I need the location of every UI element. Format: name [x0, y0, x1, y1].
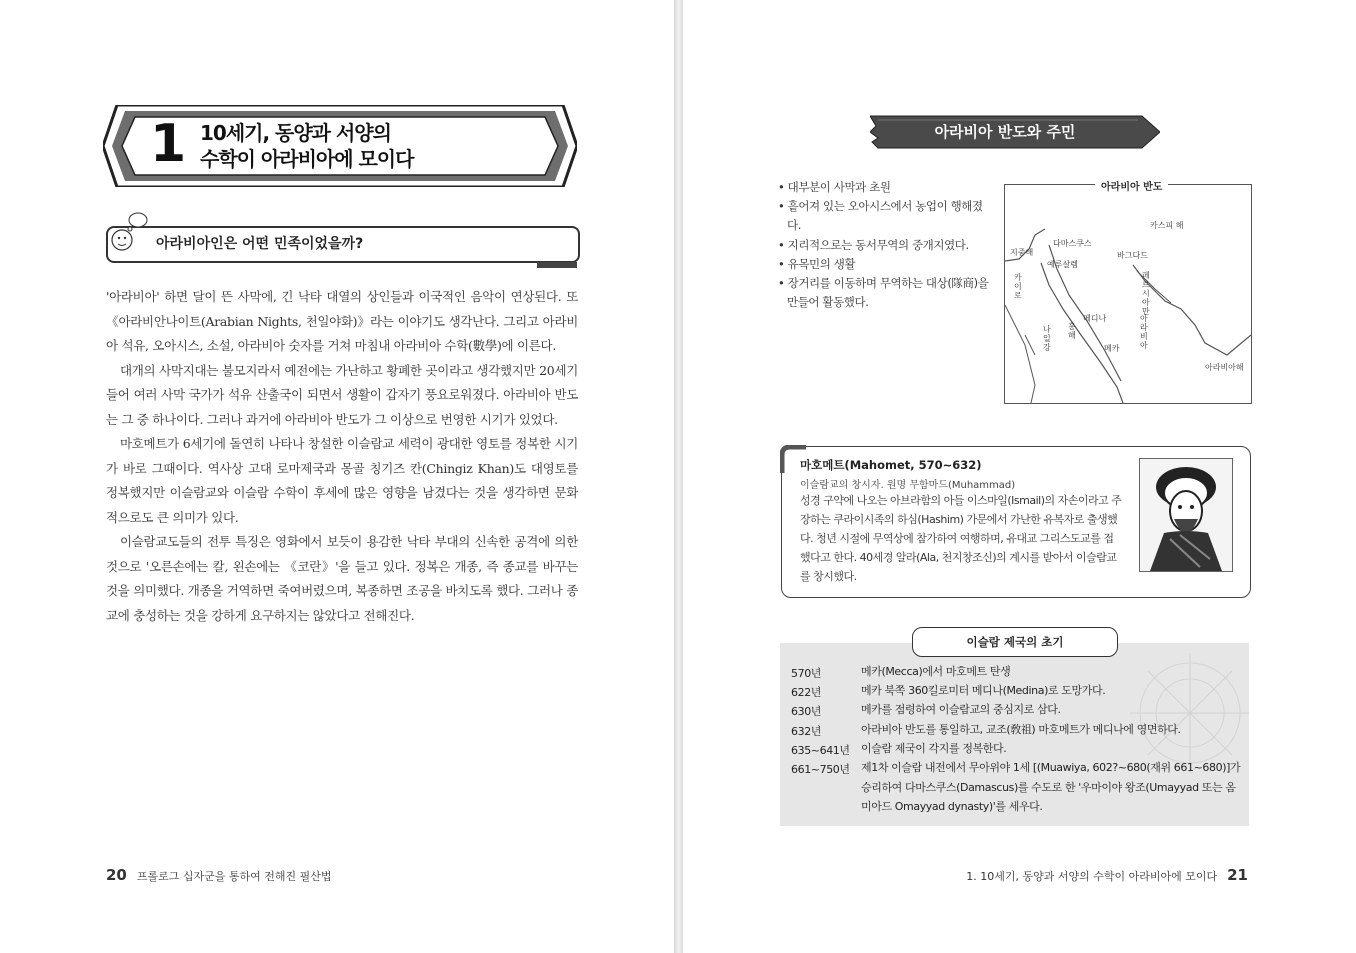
timeline-event: 이슬람 제국이 각지를 정복한다.: [861, 742, 1007, 755]
timeline-event: 제1차 이슬람 내전에서 무아위야 1세 [(Muawiya, 602?~680(재위 661~680)]가 승리하여 다마스쿠스(Damascus)를 수도로 한 '우마이야 왕조(Umayyad 또는 옴미아드 Omayyad dynasty)'를 세우다.: [861, 761, 1241, 813]
page-number-left: 20: [106, 866, 127, 884]
paragraph: 대개의 사막지대는 불모지라서 예전에는 가난하고 황폐한 곳이라고 생각했지만 20세기 들어 여러 사막 국가가 석유 산출국이 되면서 생활이 갑자기 풍요로워졌다. 아라비아 반도는 그 중 하나이다. 그러나 과거에 아라비아 반도가 그 이상으로 번영한 시기가 있었다.: [106, 362, 578, 427]
page-number-right: 21: [1227, 866, 1248, 884]
timeline-title: 이슬람 제국의 초기: [912, 627, 1118, 657]
map-title: 아라비아 반도: [1095, 178, 1168, 193]
timeline-year: 661~750년: [791, 763, 850, 776]
body-text: [106, 285, 578, 628]
timeline-year: 630년: [791, 705, 822, 718]
map-label-damascus: 다마스쿠스: [1053, 239, 1092, 248]
question-box-tab: [537, 262, 577, 268]
map-label-arabia: 아라비아: [1140, 314, 1148, 350]
book-gutter: [674, 0, 683, 953]
map-label-mecca: 메카: [1104, 344, 1120, 353]
list-item: • 대부분이 사막과 초원: [778, 178, 993, 197]
chapter-number: 1: [150, 114, 187, 174]
thinking-character-icon: [110, 210, 150, 259]
map-label-caspian: 카스피 해: [1150, 221, 1184, 230]
chapter-title-line1: 10세기, 동양과 서양의: [200, 121, 391, 145]
right-footer: [966, 866, 1248, 884]
timeline-event: 메카를 점령하여 이슬람교의 중심지로 삼다.: [861, 703, 1061, 716]
timeline-event: 아라비아 반도를 통일하고, 교조(敎祖) 마호메트가 메디나에 영면하다.: [861, 723, 1181, 736]
left-footer-text: 프롤로그 십자군을 통하여 전해진 필산법: [136, 870, 332, 883]
timeline-event: 메카 북쪽 360킬로미터 메디나(Medina)로 도망가다.: [861, 684, 1106, 697]
paragraph: '아라비아' 하면 달이 뜬 사막에, 긴 낙타 대열의 상인들과 이국적인 음악이 연상된다. 또 《아라비안나이트(Arabian Nights, 천일야화)》라는 이야기도 생각난다. 그리고 아라비아 석유, 오아시스, 소설, 아라비아 숫자를 거쳐 마침내 아라비아 수학(數學)에 이른다.: [106, 289, 578, 353]
timeline-year: 570년: [791, 667, 822, 680]
paragraph: 이슬람교도들의 전투 특징은 영화에서 보듯이 용감한 낙타 부대의 신속한 공격에 의한 것으로 '오른손에는 칼, 왼손에는 《코란》'을 들고 있다. 정복은 개종, 즉 종교를 바꾸는 것을 의미했다. 개종을 거역하면 죽여버렸으며, 복종하면 조공을 바치도록 했다. 그러나 종교에 충성하는 것을 강하게 요구하지는 않았다고 전해진다.: [106, 534, 578, 623]
list-item: • 흩어져 있는 오아시스에서 농업이 행해졌다.: [778, 197, 993, 235]
map-label-nile: 나일강: [1043, 325, 1051, 352]
paragraph: 마호메트가 6세기에 돌연히 나타나 창설한 이슬람교 세력이 광대한 영토를 정복한 시기가 바로 그때이다. 역사상 고대 로마제국과 몽골 칭기즈 칸(Chingiz Khan)도 대영토를 정복했지만 이슬람교와 이슬람 수학이 후세에 많은 영향을 남겼다는 것을 생각하면 문화적으로도 큰 의미가 있다.: [106, 436, 578, 525]
list-item: • 유목민의 생활: [778, 255, 993, 274]
map-label-cairo: 카이로: [1014, 273, 1022, 300]
mahomet-portrait: [1139, 458, 1233, 572]
map-label-medina: 메디나: [1083, 314, 1107, 323]
question-text: 아라비아인은 어떤 민족이었을까?: [156, 236, 364, 252]
timeline-event: 메카(Mecca)에서 마호메트 탄생: [861, 665, 1011, 678]
map-label-persian-gulf: 페르시아만: [1142, 271, 1150, 316]
map-label-arabian-sea: 아라비아해: [1205, 363, 1244, 372]
map-label-jerusalem: 예루살렘: [1047, 260, 1078, 269]
right-footer-text: 1. 10세기, 동양과 서양의 수학이 아라비아에 모이다: [966, 870, 1218, 883]
map-label-baghdad: 바그다드: [1117, 251, 1148, 260]
timeline-year: 622년: [791, 686, 822, 699]
feature-list: [778, 178, 993, 312]
chapter-title: [200, 120, 413, 172]
info-subtitle: 이슬람교의 창시자. 원명 무함마드(Muhammad): [800, 480, 1016, 491]
section-ribbon-title: 아라비아 반도와 주민: [934, 123, 1076, 141]
info-title: 마호메트(Mahomet, 570~632): [800, 458, 982, 472]
left-footer: [106, 866, 332, 884]
map-label-mediterranean: 지중해: [1010, 248, 1034, 257]
chapter-title-line2: 수학이 아라비아에 모이다: [200, 147, 414, 171]
map-label-red-sea: 홍해: [1068, 322, 1076, 340]
list-item: • 장거리를 이동하며 무역하는 대상(隊商)을 만들어 활동했다.: [778, 274, 993, 312]
info-text: 성경 구약에 나오는 아브라함의 아들 이스마일(Ismail)의 자손이라고 주장하는 쿠라이시족의 하심(Hashim) 가문에서 가난한 유복자로 출생했다. 청년 시절에 무역상에 참가하여 여행하며, 유대교 그리스도교를 접했다고 한다. 40세경 알라(Ala, 천지창조신)의 계시를 받아서 이슬람교를 창시했다.: [800, 494, 1122, 583]
timeline-year: 632년: [791, 725, 822, 738]
timeline-year: 635~641년: [791, 744, 850, 757]
list-item: • 지리적으로는 동서무역의 중개지였다.: [778, 236, 993, 255]
